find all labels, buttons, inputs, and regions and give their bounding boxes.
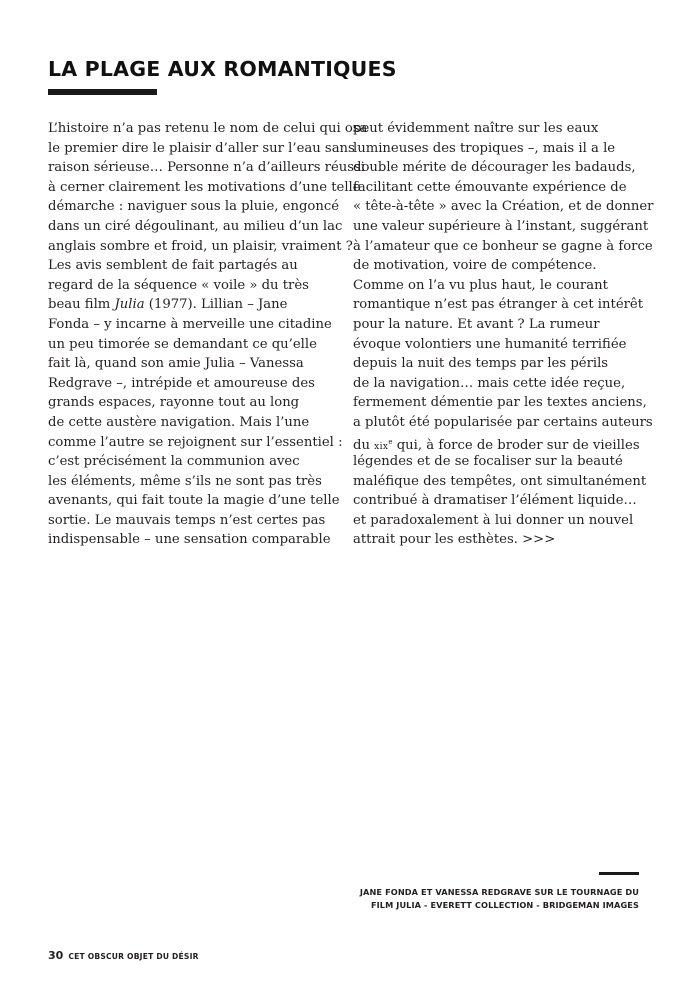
article-column-right [353, 119, 654, 550]
title-underline [48, 89, 157, 95]
text-line: dans un ciré dégoulinant, au milieu d’un lac [48, 218, 343, 234]
text-line: raison sérieuse… Personne n’a d’ailleurs réussi [48, 160, 366, 176]
text-line: Les avis semblent de fait partagés au [48, 258, 298, 274]
text-line: un peu timorée se demandant ce qu’elle [48, 336, 317, 352]
article-title: LA PLAGE AUX ROMANTIQUES [48, 57, 397, 81]
text-line [353, 433, 645, 453]
text-line: maléfique des tempêtes, ont simultanément [353, 473, 647, 489]
text-line: et paradoxalement à lui donner un nouvel [353, 512, 634, 528]
text-line: a plutôt été popularisée par certains auteurs [353, 414, 653, 430]
text-fragment: qui, à force de broder sur de vieilles [396, 437, 640, 453]
text-line: indispensable – une sensation comparable [48, 532, 331, 548]
text-line: Fonda – y incarne à merveille une citadine [48, 316, 332, 332]
text-line: de motivation, voire de compétence. [353, 258, 597, 274]
text-line: évoque volontiers une humanité terrifiée [353, 336, 627, 352]
century-numeral: xix [374, 441, 389, 452]
text-line: regard de la séquence « voile » du très [48, 277, 309, 293]
text-line: à cerner clairement les motivations d’une telle [48, 179, 361, 195]
film-title: Julia [114, 297, 145, 313]
caption-rule [599, 872, 639, 875]
text-line: contribué à dramatiser l’élément liquide… [353, 493, 637, 509]
text-line: démarche : naviguer sous la pluie, engoncé [48, 199, 340, 215]
text-line: sortie. Le mauvais temps n’est certes pas [48, 512, 326, 528]
text-line: depuis la nuit des temps par les périls [353, 356, 609, 372]
text-line: facilitant cette émouvante expérience de [353, 179, 627, 195]
text-line: double mérite de décourager les badauds, [353, 160, 636, 176]
text-line: avenants, qui fait toute la magie d’une telle [48, 493, 340, 509]
caption-line: JANE FONDA ET VANESSA REDGRAVE SUR LE TOURNAGE DU [359, 887, 639, 897]
text-line: les éléments, même s’ils ne sont pas très [48, 473, 322, 489]
text-line: de la navigation… mais cette idée reçue, [353, 375, 626, 391]
text-line: Redgrave –, intrépide et amoureuse des [48, 375, 315, 391]
text-line: le premier dire le plaisir d’aller sur l’eau sans [48, 140, 355, 156]
text-line: « tête-à-tête » avec la Création, et de donner [353, 199, 654, 215]
text-line: fait là, quand son amie Julia – Vanessa [48, 356, 304, 372]
century-superscript: e [388, 437, 393, 446]
text-line: comme l’autre se rejoignent sur l’essentiel : [48, 434, 343, 450]
text-line: de cette austère navigation. Mais l’une [48, 414, 310, 430]
text-line: anglais sombre et froid, un plaisir, vraiment ? [48, 238, 353, 254]
text-line: romantique n’est pas étranger à cet intérêt [353, 297, 644, 313]
text-line: L’histoire n’a pas retenu le nom de celui qui osa [48, 121, 368, 136]
caption-line: FILM JULIA - EVERETT COLLECTION - BRIDGEMAN IMAGES [370, 900, 639, 910]
text-line: pour la nature. Et avant ? La rumeur [353, 316, 600, 332]
text-fragment: beau film [48, 297, 111, 313]
text-line: Comme on l’a vu plus haut, le courant [353, 277, 608, 293]
text-line: grands espaces, rayonne tout au long [48, 395, 300, 411]
text-line: lumineuses des tropiques –, mais il a le [353, 140, 616, 156]
text-line: à l’amateur que ce bonheur se gagne à force [353, 238, 653, 254]
text-line: fermement démentie par les textes anciens, [353, 395, 647, 411]
magazine-name: CET OBSCUR OBJET DU DÉSIR [68, 952, 199, 961]
page-footer [48, 944, 199, 963]
text-line: une valeur supérieure à l’instant, suggérant [353, 218, 649, 234]
text-fragment: du [353, 437, 370, 453]
photo-caption [360, 886, 639, 912]
text-line: peut évidemment naître sur les eaux [353, 121, 599, 136]
text-line: légendes et de se focaliser sur la beauté [353, 454, 623, 470]
text-line: c’est précisément la communion avec [48, 454, 300, 470]
article-column-left [48, 119, 368, 550]
text-fragment: (1977). Lillian – Jane [148, 297, 288, 313]
text-line [48, 295, 338, 315]
text-line: attrait pour les esthètes. >>> [353, 532, 556, 548]
page-number: 30 [48, 949, 64, 962]
